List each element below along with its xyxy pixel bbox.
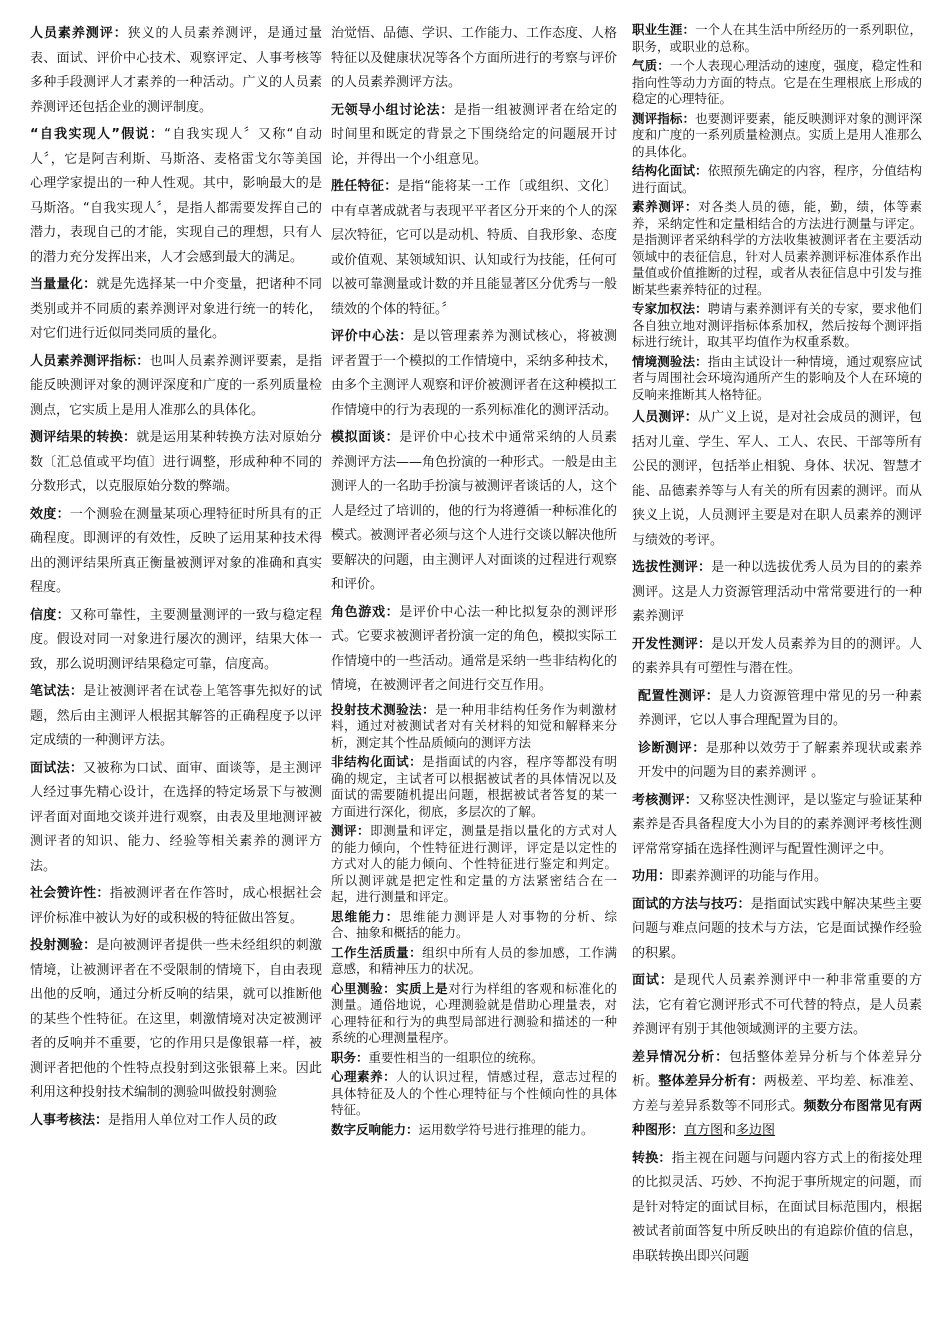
definition: 是一种以选拔优秀人员为目的的素养测评。这是人力资源管理活动中常常要进行的一种素养测评 xyxy=(632,560,922,624)
definition: 一个人在其生活中所经历的一系列职位，职务，或职业的总称。 xyxy=(632,22,922,54)
term: 投射技术测验法： xyxy=(331,701,436,717)
entry-structured-interview xyxy=(632,163,922,196)
term: 差异情况分析： xyxy=(632,1049,729,1065)
conjunction: 和 xyxy=(723,1123,737,1138)
term: 测评指标： xyxy=(632,110,696,126)
inner-term: 整体差异分析有： xyxy=(658,1074,764,1089)
definition: 一个人表现心理活动的速度，强度，稳定性和指向性等动力方面的特点。它是在生理根底上形成的稳定的心理特征。 xyxy=(632,58,922,106)
term: 评价中心法： xyxy=(331,329,413,344)
middle-loose-block xyxy=(331,22,617,699)
middle-tight-block xyxy=(331,702,617,1139)
definition: 包括整体差异分析与个体差异分析。 xyxy=(632,1049,922,1089)
term: 人员素养测评： xyxy=(30,26,128,41)
entry-examination-assessment xyxy=(632,789,922,863)
term: 当量量化： xyxy=(30,277,97,292)
definition: 指由主试设计一种情境，通过观察应试者与周围社会环境沟通所产生的影响及个人在环境的反响来推断其人格特征。 xyxy=(632,353,922,402)
term: 考核测评： xyxy=(632,792,698,808)
term: 气质： xyxy=(632,58,670,73)
definition: 对行为样组的客观和标准化的测量。通俗地说，心理测验就是借助心理量表，对心理特征和行为的典型局部进行测验和描述的一种系统的心理测量程序。 xyxy=(331,980,617,1045)
term: 开发性测评： xyxy=(632,636,712,652)
term: 模拟面谈： xyxy=(331,430,400,445)
term: 人事考核法： xyxy=(30,1112,109,1128)
entry-projective-technique xyxy=(331,702,617,752)
term: 职务： xyxy=(331,1049,369,1065)
definition: 是评价中心法一种比拟复杂的测评形式。它要求被测评者扮演一定的角色，模拟实际工作情境中的一些活动。通常是采纳一些非结构化的情境，在被测评者之间进行交互作用。 xyxy=(331,604,617,693)
entry-written-test xyxy=(30,680,322,754)
term: 面试： xyxy=(632,973,674,988)
entry-situational-test xyxy=(632,354,922,404)
definition: 思维能力测评是人对事物的分析、综合、抽象和概括的能力。 xyxy=(331,908,617,940)
right-tight-block xyxy=(632,22,922,403)
entry-diagnostic-assessment xyxy=(632,737,922,786)
entry-result-conversion xyxy=(30,426,322,500)
entry-self-actualization xyxy=(30,123,322,270)
entry-projective-test xyxy=(30,934,322,1106)
entry-reliability xyxy=(30,604,322,678)
definition: 是评价中心技术中通常采纳的人员素养测评方法——角色扮演的一种形式。一般是由主测评人的一名助手扮演与被测评者谈话的人，这个人是经过了培训的，他的行为将遵循一种标准化的模式。被测评者必须与这个人进行交谈以解决他所要解决的问题，由主测评人对面谈的过程进行观察和评价。 xyxy=(331,430,617,592)
inner-term: 频数分布图常见有两种图形： xyxy=(632,1098,922,1138)
term: 工作生活质量： xyxy=(331,944,423,960)
entry-validity xyxy=(30,503,322,601)
entry-simulated-interview xyxy=(331,426,617,598)
term: 测评结果的转换： xyxy=(30,430,137,445)
definition: 是指面试实践中解决某些主要问题与难点问题的技术与方法，它是面试操作经验的积累。 xyxy=(632,896,922,961)
entry-continuation xyxy=(331,22,617,96)
histogram-link[interactable]: 直方图 xyxy=(684,1123,724,1138)
definition: 也要测评要素，能反映测评对象的测评深度和广度的一系列质量检测点。实质上是用人准那么的具体化。 xyxy=(632,110,922,159)
definition: 是让被测评者在试卷上笔答事先拟好的试题，然后由主测评人根据其解答的正确程度予以评定成绩的一种测评方法。 xyxy=(30,684,322,748)
definition: 是指用人单位对工作人员的政 xyxy=(108,1112,278,1128)
definition: 人的认识过程，情感过程，意志过程的具体特征及人的个性心理特征与个性倾向性的具体特征。 xyxy=(331,1069,617,1117)
entry-development-assessment xyxy=(632,633,922,682)
definition: 是向被测评者提供一些未经组织的刺激情境，让被测评者在不受限制的情境下，自由表现出他的反响，通过分析反响的结果，就可以推断他的某些个性特征。在这里，刺激情境对决定被测评者的反响并不重要，它的作用只是像银幕一样，被测评者把他的个性特点投射到这张银幕上来。因此利用这种投射技术编制的测验叫做投射测验 xyxy=(30,938,322,1100)
definition: 是指面试的内容，程序等都没有明确的规定，主试者可以根据被试者的具体情况以及面试的需要随机提出问题，根据被试者答复的某一方面进行深化，彻底，多层次的了解。 xyxy=(331,754,617,819)
entry-work-life-quality xyxy=(331,945,617,978)
entry-indicators xyxy=(632,111,922,161)
entry-role-play xyxy=(331,601,617,699)
column-right xyxy=(632,22,922,1272)
term: 效度： xyxy=(30,506,70,522)
column-middle xyxy=(331,22,617,1141)
term: 转换： xyxy=(632,1150,672,1166)
entry-selection-assessment xyxy=(632,556,922,630)
entry-function xyxy=(632,865,922,890)
definition: 也叫人员素养测评要素，是指能反映测评对象的测评深度和广度的一系列质量检测点，它实质上是用人准那么的具体化。 xyxy=(30,353,322,418)
term: 心里测验：实质上是 xyxy=(331,980,449,996)
term: 投射测验： xyxy=(30,938,97,953)
term: 角色游戏： xyxy=(331,604,400,620)
entry-assessment xyxy=(331,823,617,906)
entry-competency xyxy=(331,175,617,322)
entry-temperament xyxy=(632,58,922,108)
definition: 指主视在问题与问题内容方式上的衔接处理的比拟灵活、巧妙、不拘泥于事所规定的问题，而是针对特定的面试目标，在面试目标范围内，根据被试者前面答复中所反映出的有追踪价值的信息，串联转换出即兴问题 xyxy=(632,1150,922,1264)
definition: 就是先选择某一中介变量，把诸种不同类别或并不同质的素养测评对象进行统一的转化，对它们进行近似同类同质的量化。 xyxy=(30,277,322,341)
definition: 即素养测评的功能与作用。 xyxy=(671,869,828,884)
term: 人员测评： xyxy=(632,410,698,425)
definition: 又称可靠性，主要测量测评的一致与稳定程度。假设对同一对象进行屡次的测评，结果大体一致，那么说明测评结果稳定可靠，信度高。 xyxy=(30,607,322,672)
term: 面试的方法与技巧： xyxy=(632,896,751,912)
term: 社会赞许性： xyxy=(30,886,110,901)
definition: 是以开发人员素养为目的的测评。人的素养具有可塑性与潜在性。 xyxy=(632,636,922,676)
definition: 又被称为口试、面审、面谈等，是主测评人经过事先精心设计，在选择的特定场景下与被测评者面对面地交谈并进行观察，由表及里地测评被测评者的知识、能力、经验等相关素养的测评方法。 xyxy=(30,760,322,874)
entry-difference-analysis xyxy=(632,1046,922,1144)
polygon-link[interactable]: 多边图 xyxy=(736,1123,776,1138)
definition: 组织中所有人员的参加感，工作满意感，和精神压力的状况。 xyxy=(331,944,617,976)
term: 思维能力： xyxy=(331,908,400,924)
term: 情境测验法： xyxy=(632,353,708,369)
definition: 是一种用非结构任务作为刺激材料，通过对被测试者对有关材料的知觉和解释来分析，测定其个性品质倾向的测评方法 xyxy=(331,701,617,750)
entry-leaderless-group xyxy=(331,99,617,173)
entry-interview xyxy=(632,969,922,1043)
definition: “自我实现人〞又称“自动人〞，它是阿吉利斯、马斯洛、麦格雷戈尔等美国心理学家提出的一种人性观。其中，影响最大的是马斯洛。“自我实现人〞，是指人都需要发挥自己的潜力，表现自己的才能，实现自己的理想，只有人的潜力充分发挥出来，人才会感到最大的满足。 xyxy=(30,127,322,265)
definition: 是现代人员素养测评中一种非常重要的方法，它有着它测评形式不可代替的特点，是人员素养测评有别于其他领域测评的主要方法。 xyxy=(632,973,922,1037)
definition: 狭义的人员素养测评，是通过量表、面试、评价中心技术、观察评定、人事考核等多种手段测评人才素养的一种活动。广义的人员素养测评还包括企业的测评制度。 xyxy=(30,26,322,115)
entry-psych-test xyxy=(331,981,617,1047)
entry-career xyxy=(632,22,922,55)
column-left xyxy=(30,22,322,1136)
entry-psych-quality xyxy=(331,1069,617,1119)
term: 数字反响能力： xyxy=(331,1121,419,1137)
term: 笔试法： xyxy=(30,684,84,699)
term: 素养测评： xyxy=(632,199,699,214)
definition: 一个测验在测量某项心理特征时所具有的正确程度。即测评的有效性，反映了运用某种技术得出的测评结果所真正衡量被测评对象的准确和真实程度。 xyxy=(30,506,322,595)
term: 心理素养： xyxy=(331,1069,397,1084)
entry-personnel-assessment xyxy=(30,22,322,120)
definition: 对各类人员的德，能，勤，绩，体等素养，采纳定性和定量相结合的方法进行测量与评定。是指测评者采纳科学的方法收集被测评者在主要活动领域中的表征信息，针对人员素养测评标准体系作出量值或价值推断的过程，或者从表征信息中引发与推断某些素养特征的过程。 xyxy=(632,199,922,297)
definition: 又称竖决性测评，是以鉴定与验证某种素养是否具备程度大小为目的的素养测评考核性测评常常穿插在选择性测评与配置性测评之中。 xyxy=(632,792,922,857)
entry-assessment-center xyxy=(331,325,617,423)
definition: 是人力资源管理中常见的另一种素养测评，它以人事合理配置为目的。 xyxy=(638,688,922,728)
term: “自我实现人”假说： xyxy=(30,127,165,142)
definition: 依照预先确定的内容，程序，分值结构进行面试。 xyxy=(632,163,922,195)
entry-social-desirability xyxy=(30,882,322,931)
definition: 就是运用某种转换方法对原始分数〔汇总值或平均值〕进行调整，形成种种不同的分数形式，以克服原始分数的弊端。 xyxy=(30,430,322,494)
definition: 治觉悟、品德、学识、工作能力、工作态度、人格特征以及健康状况等各个方面所进行的考察与评价的人员素养测评方法。 xyxy=(331,26,617,90)
entry-assessment-indicators xyxy=(30,350,322,424)
term: 配置性测评： xyxy=(638,688,720,704)
definition: 是指一组被测评者在给定的时间里和既定的背景之下围绕给定的问题展开讨论，并得出一个小组意见。 xyxy=(331,102,617,167)
term: 诊断测评： xyxy=(638,740,706,756)
entry-equivalent-quantification xyxy=(30,273,322,347)
entry-unstructured-interview xyxy=(331,754,617,820)
definition: 运用数学符号进行推理的能力。 xyxy=(418,1121,594,1137)
definition: 指被测评者在作答时，成心根据社会评价标准中被认为好的或积极的特征做出答复。 xyxy=(30,886,322,926)
term: 职业生涯： xyxy=(632,22,696,37)
term: 信度： xyxy=(30,607,70,623)
definition: 是以管理素养为测试核心，将被测评者置于一个模拟的工作情境中，采纳多种技术，由多个主测评人观察和评价被测评者在这种模拟工作情境中的行为表现的一系列标准化的测评活动。 xyxy=(331,329,617,418)
entry-placement-assessment xyxy=(632,685,922,734)
term: 功用： xyxy=(632,869,672,884)
definition: 从广义上说，是对社会成员的测评，包括对儿童、学生、军人、工人、农民、干部等所有公民的测评，包括举止相貌、身体、状况、智慧才能、品德素养等与人有关的所有因素的测评。而从狭义上说，人员测评主要是对在职人员素养的测评与绩效的考评。 xyxy=(632,410,922,548)
definition: 是指“能将某一工作〔或组织、文化〕中有卓著成就者与表现平平者区分开来的个人的深层次特征，它可以是动机、特质、自我形象、态度或价值观、某领域知识、认知或行为技能，任何可以被可靠测量或计数的并且能显著区分优秀与一般绩效的个体的特征。〞 xyxy=(331,179,617,317)
term: 人员素养测评指标： xyxy=(30,353,150,369)
entry-numeric-reasoning xyxy=(331,1122,617,1139)
definition: 是那种以效劳于了解素养现状或素养开发中的问题为目的素养测评 。 xyxy=(638,740,922,780)
definition: 聘请与素养测评有关的专家，要求他们各自独立地对测评指标体系加权，然后按每个测评指标进行统计，取其平均值作为权重系数。 xyxy=(632,301,922,349)
term: 专家加权法： xyxy=(632,301,708,316)
term: 非结构化面试： xyxy=(331,754,423,769)
entry-thinking-ability xyxy=(331,909,617,942)
term: 选拔性测评： xyxy=(632,560,712,575)
term: 胜任特征： xyxy=(331,179,398,194)
entry-position xyxy=(331,1050,617,1067)
entry-interview-techniques xyxy=(632,893,922,967)
entry-interview-method xyxy=(30,757,322,880)
term: 结构化面试： xyxy=(632,163,708,178)
definition: 即测量和评定，测量是指以量化的方式对人的能力倾向，个性特征进行测评，评定是以定性的方式对人的能力倾向、个性特征进行鉴定和判定。所以测评就是把定性和定量的方法紧密结合在一起，进行测量和评定。 xyxy=(331,823,617,904)
term: 面试法： xyxy=(30,760,84,776)
term: 无领导小组讨论法： xyxy=(331,102,454,118)
entry-transition xyxy=(632,1147,922,1270)
term: 测评： xyxy=(331,823,371,838)
entry-personnel-assessment-broad xyxy=(632,406,922,553)
entry-personnel-evaluation xyxy=(30,1109,322,1134)
definition: 两极差、平均差、标准差、方差与差异系数等不同形式。 xyxy=(632,1074,922,1114)
right-loose-block xyxy=(632,406,922,1269)
entry-quality-assessment xyxy=(632,199,922,298)
entry-expert-weighting xyxy=(632,301,922,351)
definition: 重要性相当的一组职位的统称。 xyxy=(368,1049,544,1065)
